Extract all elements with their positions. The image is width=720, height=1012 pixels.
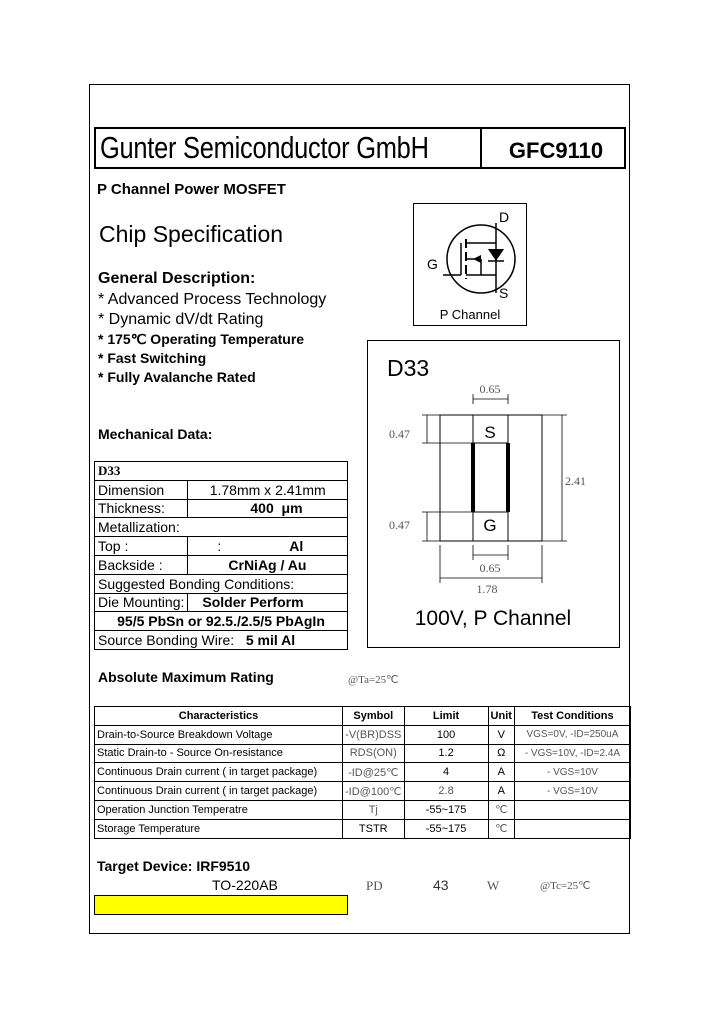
mech-title: D33 xyxy=(95,462,348,481)
general-item-4: * Fast Switching xyxy=(98,350,207,366)
pad-s: S xyxy=(484,423,496,442)
general-item-1: * Advanced Process Technology xyxy=(98,291,327,308)
ratings-heading: Absolute Maximum Rating xyxy=(98,669,274,685)
table-row: Continuous Drain current ( in target package) -ID@25℃ 4 A - VGS=10V xyxy=(95,763,631,782)
ratings-condition: @Ta=25℃ xyxy=(348,674,399,686)
mech-top-label: Top : xyxy=(95,537,188,556)
pd-condition: @Tc=25℃ xyxy=(540,880,591,892)
header-divider xyxy=(480,127,482,169)
mech-die-value: Solder Perform xyxy=(188,593,348,612)
mech-wire-value: 5 mil Al xyxy=(245,632,296,649)
mech-solder-alloys: 95/5 PbSn or 92.5./2.5/5 PbAgIn xyxy=(95,612,348,631)
mosfet-symbol xyxy=(413,203,527,326)
general-item-2: * Dynamic dV/dt Rating xyxy=(98,311,264,328)
mech-thickness-unit: μm xyxy=(281,500,303,517)
general-item-3: * 175℃ Operating Temperature xyxy=(98,331,305,347)
symbol-label-d: D xyxy=(499,209,510,225)
mech-top-sep: : xyxy=(217,538,222,555)
ratings-header-row xyxy=(95,707,631,726)
mech-thickness-label: Thickness: xyxy=(95,499,188,518)
symbol-label-s: S xyxy=(499,285,509,301)
target-device: Target Device: IRF9510 xyxy=(97,858,251,874)
highlight-bar xyxy=(94,895,348,915)
pd-symbol: PD xyxy=(366,878,383,893)
company-name: Gunter Semiconductor GmbH xyxy=(100,130,429,165)
col-limit: Limit xyxy=(404,707,488,726)
mech-backside-label: Backside : xyxy=(95,555,188,574)
dim-bottom-width: 1.78 xyxy=(476,582,498,596)
table-row: Continuous Drain current ( in target package) -ID@100℃ 2.8 A - VGS=10V xyxy=(95,782,631,801)
ratings-table xyxy=(94,706,631,839)
pd-value: 43 xyxy=(433,877,449,893)
col-unit: Unit xyxy=(488,707,514,726)
dim-height: 2.41 xyxy=(565,474,586,488)
mechanical-heading: Mechanical Data: xyxy=(98,426,213,442)
mech-top-value: Al xyxy=(289,538,304,555)
pd-unit: W xyxy=(487,878,500,893)
mech-metallization: Metallization: xyxy=(95,518,348,537)
product-type: P Channel Power MOSFET xyxy=(97,181,286,198)
part-number: GFC9110 xyxy=(508,138,604,163)
symbol-label-g: G xyxy=(427,256,438,272)
mech-bonding: Suggested Bonding Conditions: xyxy=(95,574,348,593)
chip-drawing xyxy=(367,340,620,648)
doc-title: Chip Specification xyxy=(99,221,284,247)
table-row: Static Drain-to - Source On-resistance RDS(ON) 1.2 Ω - VGS=10V, -ID=2.4A xyxy=(95,744,631,763)
table-row: Operation Junction Temperatre Tj -55~175 ℃ xyxy=(95,800,631,819)
mech-dimension-value: 1.78mm x 2.41mm xyxy=(188,480,348,499)
dim-pad-top: 0.47 xyxy=(389,427,410,441)
table-row: Storage Temperature TSTR -55~175 ℃ xyxy=(95,819,631,838)
target-package: TO-220AB xyxy=(212,877,278,893)
symbol-caption: P Channel xyxy=(439,307,501,322)
pad-g: G xyxy=(483,516,497,535)
col-symbol: Symbol xyxy=(343,707,405,726)
mech-thickness-value: 400 xyxy=(250,500,274,517)
dim-top-width: 0.65 xyxy=(479,382,501,396)
table-row: Drain-to-Source Breakdown Voltage -V(BR)DSS 100 V VGS=0V, -ID=250uA xyxy=(95,725,631,744)
mechanical-table xyxy=(94,461,348,650)
chip-caption: 100V, P Channel xyxy=(414,607,572,630)
col-test-conditions: Test Conditions xyxy=(514,707,630,726)
mech-backside-value: CrNiAg / Au xyxy=(188,555,348,574)
chip-name: D33 xyxy=(387,355,430,381)
col-characteristics: Characteristics xyxy=(95,707,343,726)
mech-wire-label: Source Bonding Wire: xyxy=(98,632,235,649)
mech-die-label: Die Mounting: xyxy=(95,593,188,612)
dim-bottom-inner: 0.65 xyxy=(479,561,501,575)
general-item-5: * Fully Avalanche Rated xyxy=(98,369,256,385)
dim-pad-bottom: 0.47 xyxy=(389,518,410,532)
general-heading: General Description: xyxy=(98,270,256,287)
mech-dimension-label: Dimension xyxy=(95,480,188,499)
